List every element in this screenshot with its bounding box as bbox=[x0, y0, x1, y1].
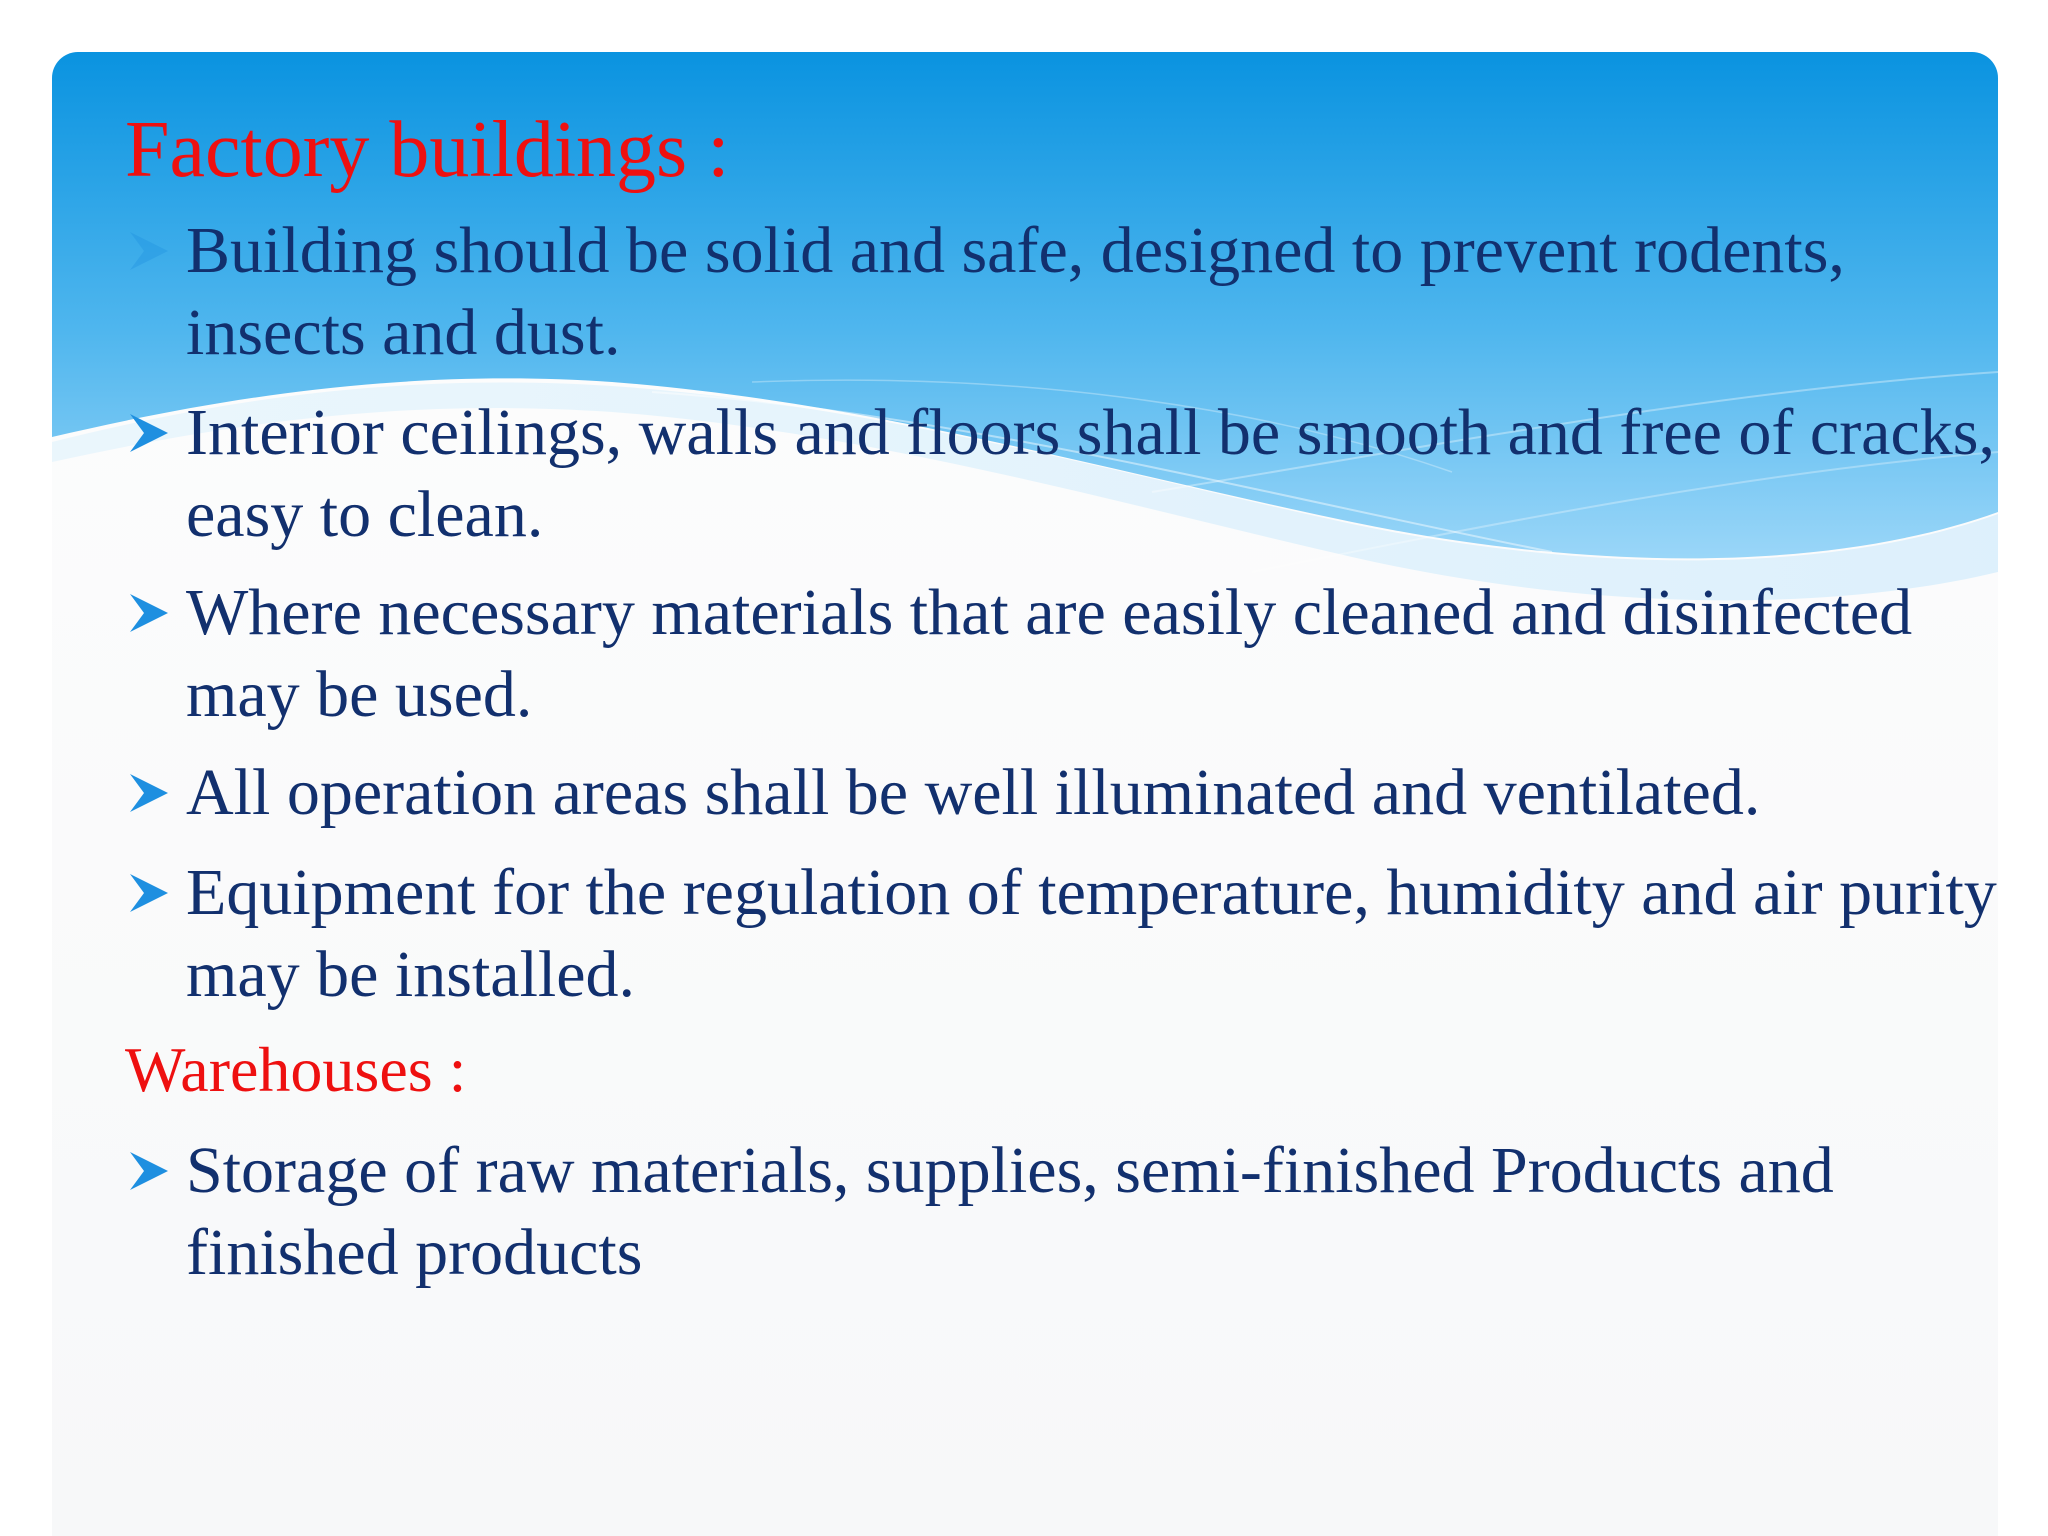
bullet-text: Building should be solid and safe, designed to prevent rodents, insects and dust. bbox=[186, 214, 1845, 369]
section-heading-factory-buildings: Factory buildings : bbox=[125, 106, 730, 194]
bullet-text: Storage of raw materials, supplies, semi-finished Products and finished products bbox=[186, 1134, 1834, 1289]
section-heading-warehouses: Warehouses : bbox=[125, 1034, 467, 1105]
arrowhead-bullet-icon bbox=[128, 230, 170, 272]
bullet-text: Equipment for the regulation of temperature, humidity and air purity may be installed. bbox=[186, 856, 1997, 1011]
bullet-text: Where necessary materials that are easily cleaned and disinfected may be used. bbox=[186, 576, 1913, 731]
arrowhead-bullet-icon bbox=[128, 592, 170, 634]
arrowhead-bullet-icon bbox=[128, 772, 170, 814]
arrowhead-bullet-icon bbox=[128, 872, 170, 914]
bullet-text: All operation areas shall be well illuminated and ventilated. bbox=[186, 756, 1761, 829]
bullet-text: Interior ceilings, walls and floors shall be smooth and free of cracks, easy to clean. bbox=[186, 396, 1995, 551]
arrowhead-bullet-icon bbox=[128, 1150, 170, 1192]
arrowhead-bullet-icon bbox=[128, 412, 170, 454]
